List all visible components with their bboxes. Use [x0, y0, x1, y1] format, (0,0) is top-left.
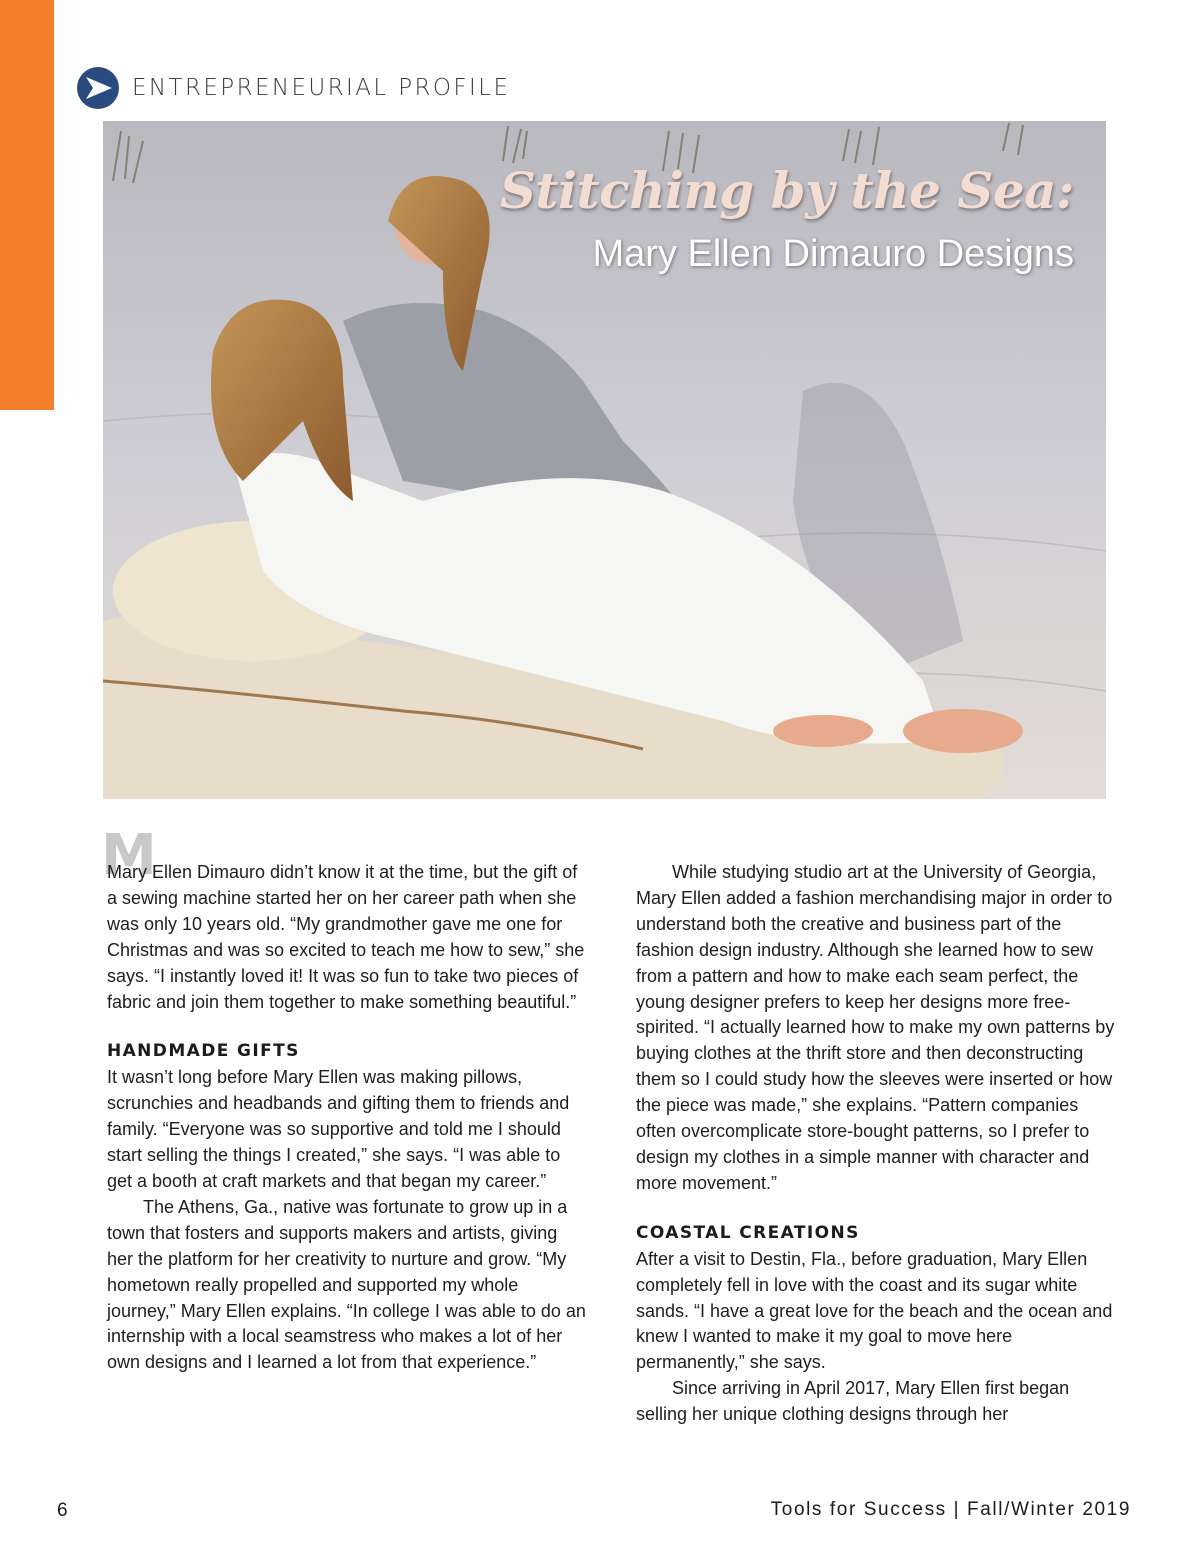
- section-header: [76, 66, 510, 110]
- paragraph-since-arriving: Since arriving in April 2017, Mary Ellen first began selling her unique clothing designs through her: [636, 1378, 1070, 1425]
- paragraph-handmade-gifts: It wasn’t long before Mary Ellen was making pillows, scrunchies and headbands and gifting them to friends and family. “Everyone was so supportive and told me I should start selling the things I created,” she says. “I was able to get a booth at craft markets and that began my career.”: [107, 1067, 570, 1191]
- article-title: Stitching by the Sea:: [499, 161, 1074, 220]
- article-subtitle: Mary Ellen Dimauro Designs: [592, 233, 1074, 275]
- chevron-circle-logo-icon: [76, 66, 120, 110]
- hero-photo: [103, 121, 1106, 799]
- publication-footer: Tools for Success | Fall/Winter 2019: [770, 1499, 1131, 1520]
- paragraph-destin-visit: After a visit to Destin, Fla., before graduation, Mary Ellen completely fell in love with the coast and its sugar white sands. “I have a great love for the beach and the ocean and knew I wanted to make it my goal to move here permanently,” she says.: [636, 1248, 1113, 1373]
- section-label: ENTREPRENEURIAL PROFILE: [132, 75, 511, 101]
- accent-bar: [0, 0, 54, 410]
- intro-paragraph: Mary Ellen Dimauro didn’t know it at the time, but the gift of a sewing machine started her on her career path when she was only 10 years old. “My grandmother gave me one for Christmas and was so excited to teach me how to sew,” she says. “I instantly loved it! It was so fun to take two pieces of fabric and join them together to make something beautiful.”: [107, 862, 585, 1012]
- section-heading-handmade-gifts: HANDMADE GIFTS: [107, 1041, 300, 1062]
- article-column-left: [107, 860, 587, 1376]
- section-heading-coastal-creations: COASTAL CREATIONS: [636, 1222, 860, 1243]
- page-number: 6: [57, 1500, 68, 1521]
- article-column-right: [636, 860, 1116, 1428]
- drop-cap: M: [101, 823, 157, 888]
- paragraph-university-of-georgia: While studying studio art at the University of Georgia, Mary Ellen added a fashion merchandising major in order to understand both the creative and business part of the fashion design industry. Although she learned how to sew from a pattern and how to make each seam perfect, the young designer prefers to keep her designs more free-spirited. “I actually learned how to make my own patterns by buying clothes at the thrift store and then deconstructing them so I could study how the sleeves were inserted or how the piece was made,” she explains. “Pattern companies often overcomplicate store-bought patterns, so I prefer to design my clothes in a simple manner with character and more movement.”: [636, 862, 1115, 1193]
- beach-photo-illustration: [103, 121, 1106, 799]
- paragraph-athens-native: The Athens, Ga., native was fortunate to grow up in a town that fosters and supports makers and artists, giving her the platform for her creativity to nurture and grow. “My hometown really propelled and supported my whole journey,” Mary Ellen explains. “In college I was able to do an internship with a local seamstress who makes a lot of her own designs and I learned a lot from that experience.”: [107, 1196, 586, 1373]
